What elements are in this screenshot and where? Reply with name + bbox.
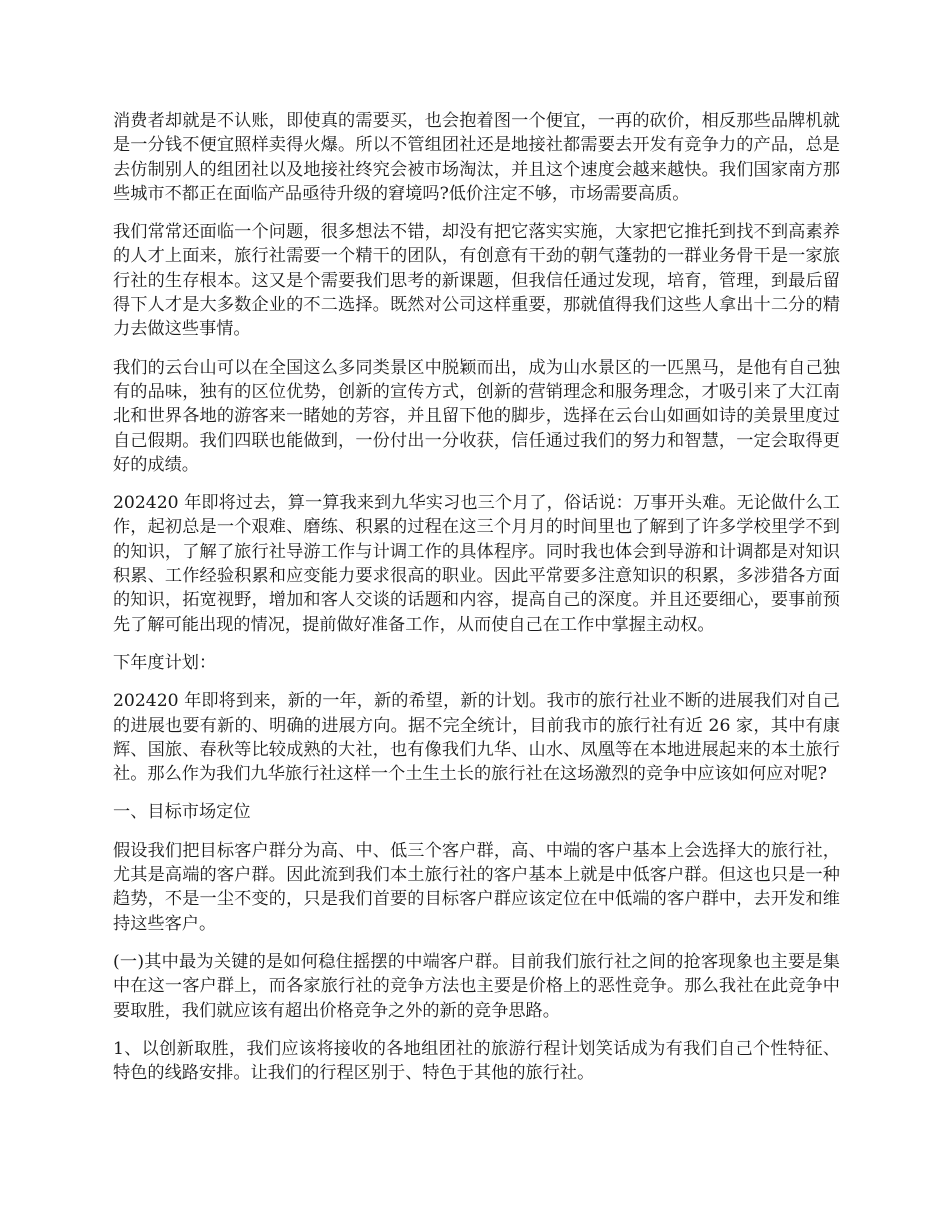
heading-next-year-plan: 下年度计划： bbox=[113, 652, 217, 673]
document-body bbox=[113, 109, 840, 1099]
paragraph-innovation-strategy: 1、以创新取胜，我们应该将接收的各地组团社的旅游行程计划笑话成为有我们自己个性特征、特色的线路安排。让我们的行程区别于、特色于其他的旅行社。 bbox=[113, 1038, 840, 1084]
paragraph-new-year-outlook: 202420 年即将到来，新的一年，新的希望，新的计划。我市的旅行社业不断的进展我们对自己的进展也要有新的、明确的进展方向。据不完全统计，目前我市的旅行社有近 26 家，其中有康辉、国旅、春秋等比较成熟的大社，也有像我们九华、山水、凤凰等在本地进展起来的本土旅行社。那么作为我们九华旅行社这样一个土生土长的旅行社在这场激烈的竞争中应该如何应对呢? bbox=[113, 691, 840, 785]
paragraph-customer-segments: 假设我们把目标客户群分为高、中、低三个客户群，高、中端的客户基本上会选择大的旅行社，尤其是高端的客户群。因此流到我们本土旅行社的客户基本上就是中低客户群。但这也只是一种趋势，不是一尘不变的，只是我们首要的目标客户群应该定位在中低端的客户群中，去开发和维持这些客户。 bbox=[113, 840, 840, 934]
paragraph-talent-team: 我们常常还面临一个问题，很多想法不错，却没有把它落实实施，大家把它推托到找不到高素养的人才上面来，旅行社需要一个精干的团队，有创意有干劲的朝气蓬勃的一群业务骨干是一家旅行社的生存根本。这又是个需要我们思考的新课题，但我信任通过发现，培育，管理，到最后留得下人才是大多数企业的不二选择。既然对公司这样重要，那就值得我们这些人拿出十二分的精力去做这些事情。 bbox=[113, 222, 840, 340]
paragraph-brand-pricing: 消费者却就是不认账，即使真的需要买，也会抱着图一个便宜，一再的砍价，相反那些品牌机就是一分钱不便宜照样卖得火爆。所以不管组团社还是地接社都需要去开发有竞争力的产品，总是去仿制别人的组团社以及地接社终究会被市场淘汰，并且这个速度会越来越快。我们国家南方那些城市不都正在面临产品亟待升级的窘境吗?低价注定不够，市场需要高质。 bbox=[113, 111, 840, 204]
heading-target-market: 一、目标市场定位 bbox=[113, 802, 251, 823]
paragraph-internship-review: 202420 年即将过去，算一算我来到九华实习也三个月了，俗话说：万事开头难。无论做什么工作，起初总是一个艰难、磨练、积累的过程在这三个月月的时间里也了解到了许多学校里学不到的知识，了解了旅行社导游工作与计调工作的具体程序。同时我也体会到导游和计调都是对知识积累、工作经验积累和应变能力要求很高的职业。因此平常要多注意知识的积累，多涉猎各方面的知识，拓宽视野，增加和客人交谈的话题和内容，提高自己的深度。并且还要细心，要事前预先了解可能出现的情况，提前做好准备工作，从而使自己在工作中掌握主动权。 bbox=[113, 493, 840, 635]
paragraph-mid-tier-customers: (一)其中最为关键的是如何稳住摇摆的中端客户群。目前我们旅行社之间的抢客现象也主要是集中在这一客户群上，而各家旅行社的竞争方法也主要是价格上的恶性竞争。那么我社在此竞争中要取胜，我们就应该有超出价格竞争之外的新的竞争思路。 bbox=[113, 951, 840, 1021]
paragraph-yuntaishan: 我们的云台山可以在全国这么多同类景区中脱颖而出，成为山水景区的一匹黑马，是他有自己独有的品味，独有的区位优势，创新的宣传方式，创新的营销理念和服务理念，才吸引来了大江南北和世界各地的游客来一睹她的芳容，并且留下他的脚步，选择在云台山如画如诗的美景里度过自己假期。我们四联也能做到，一份付出一分收获，信任通过我们的努力和智慧，一定会取得更好的成绩。 bbox=[113, 357, 840, 475]
